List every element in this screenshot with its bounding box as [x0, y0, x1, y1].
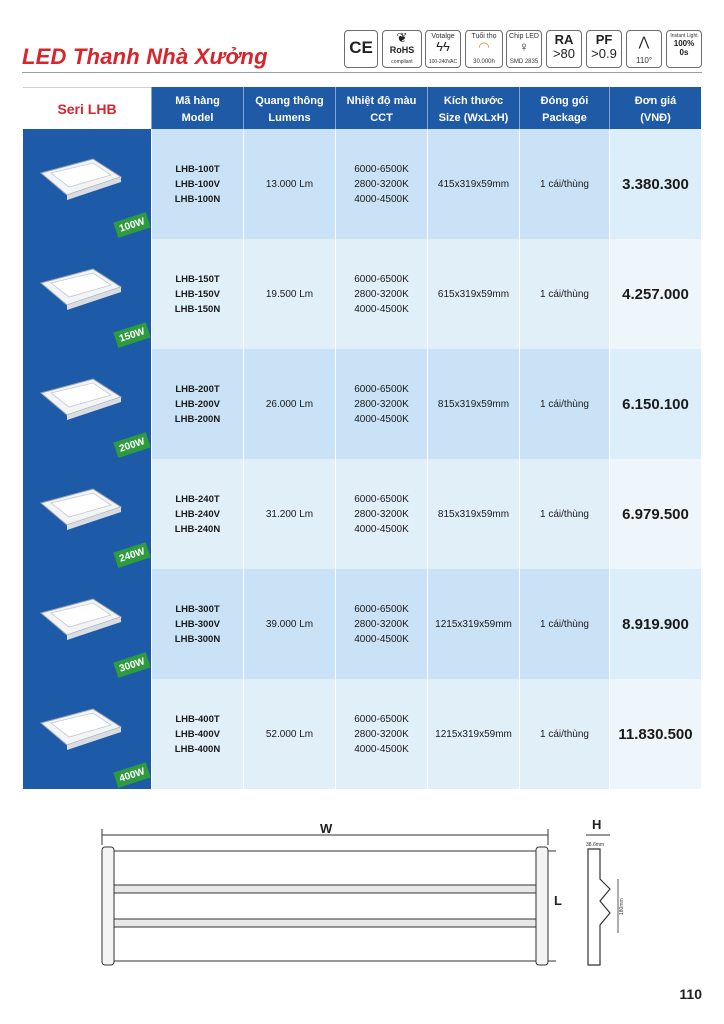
package-cell: 1 cái/thùng [519, 459, 609, 569]
cct-value: 2800-3200K [354, 508, 409, 520]
h-dim-label: 38.6mm [586, 842, 605, 848]
chip-badge [506, 30, 542, 68]
wattage-badge: 300W [113, 652, 150, 678]
header-line2: CCT [370, 112, 393, 124]
model-code: LHB-200N [174, 413, 221, 425]
title-divider [22, 72, 702, 73]
table-row [23, 679, 701, 789]
instant-value: 100% [673, 39, 695, 48]
pf-badge [586, 30, 622, 68]
header-model [151, 87, 243, 129]
header-line2: Model [181, 112, 214, 124]
ra-badge [546, 30, 582, 68]
product-image [23, 349, 151, 459]
price-cell: 4.257.000 [609, 239, 701, 349]
cct-value: 2800-3200K [354, 288, 409, 300]
model-code: LHB-240N [174, 523, 221, 535]
cct-value: 4000-4500K [354, 743, 409, 755]
pf-value: >0.9 [591, 46, 617, 61]
dimension-diagram [96, 815, 656, 975]
header-cct [335, 87, 427, 129]
header-lumens [243, 87, 335, 129]
table-row [23, 459, 701, 569]
beam-angle-badge [626, 30, 662, 68]
product-image [23, 459, 151, 569]
cct-value: 6000-6500K [354, 603, 409, 615]
cct-value: 2800-3200K [354, 618, 409, 630]
cct-value: 6000-6500K [354, 713, 409, 725]
rohs-badge [382, 30, 422, 68]
w-label: W [320, 821, 333, 836]
cct-cell [335, 679, 427, 789]
h-label: H [592, 817, 602, 832]
lamp-icon [37, 595, 123, 641]
rohs-label: RoHS [389, 45, 415, 55]
cct-cell [335, 569, 427, 679]
cct-value: 4000-4500K [354, 303, 409, 315]
cct-value: 2800-3200K [354, 398, 409, 410]
header-line2: (VNĐ) [640, 112, 671, 124]
price-table [23, 87, 701, 785]
model-code: LHB-100N [174, 193, 221, 205]
lamp-icon [37, 705, 123, 751]
table-row [23, 129, 701, 239]
model-code: LHB-100T [175, 163, 220, 175]
model-cell [151, 679, 243, 789]
size-cell: 815x319x59mm [427, 459, 519, 569]
header-line1: Đóng gói [540, 95, 589, 107]
table-row [23, 239, 701, 349]
model-code: LHB-400T [175, 713, 220, 725]
model-code: LHB-300T [175, 603, 220, 615]
instant-top: Instant Light [670, 33, 698, 39]
cct-value: 4000-4500K [354, 193, 409, 205]
price-cell: 6.150.100 [609, 349, 701, 459]
cct-value: 6000-6500K [354, 383, 409, 395]
lumens-cell: 26.000 Lm [243, 349, 335, 459]
model-code: LHB-200T [175, 383, 220, 395]
page-number: 110 [679, 986, 702, 1002]
model-code: LHB-150T [175, 273, 220, 285]
lamp-icon [37, 265, 123, 311]
ra-label: RA [554, 32, 574, 47]
bulb-icon: ♀ [519, 39, 529, 54]
lamp-icon [37, 485, 123, 531]
leaf-icon: ❦ [396, 30, 408, 45]
voltage-top: Votalge [431, 33, 455, 40]
ce-badge [344, 30, 378, 68]
chip-top: Chip LED [509, 33, 539, 40]
header-line2: Package [542, 112, 587, 124]
header-line1: Nhiệt độ màu [346, 95, 417, 107]
wattage-badge: 200W [113, 432, 150, 458]
lamp-icon [37, 375, 123, 421]
cct-cell [335, 349, 427, 459]
wattage-badge: 150W [113, 322, 150, 348]
cct-value: 6000-6500K [354, 163, 409, 175]
header-line1: Mã hàng [175, 95, 220, 107]
cct-value: 2800-3200K [354, 178, 409, 190]
size-cell: 1215x319x59mm [427, 569, 519, 679]
cct-value: 2800-3200K [354, 728, 409, 740]
table-row [23, 569, 701, 679]
wattage-badge: 240W [113, 542, 150, 568]
cct-value: 4000-4500K [354, 413, 409, 425]
price-cell: 3.380.300 [609, 129, 701, 239]
ce-label: CE [349, 38, 373, 57]
model-cell [151, 459, 243, 569]
size-cell: 415x319x59mm [427, 129, 519, 239]
wattage-badge: 400W [113, 762, 150, 788]
header-line2: Lumens [268, 112, 311, 124]
header-line1: Kích thước [443, 95, 504, 107]
header-line1: Đơn giá [634, 95, 677, 107]
voltage-badge [425, 30, 461, 68]
model-code: LHB-240V [175, 508, 220, 520]
header-line1: Quang thông [255, 95, 324, 107]
cct-value: 6000-6500K [354, 273, 409, 285]
model-code: LHB-400N [174, 743, 221, 755]
table-row [23, 349, 701, 459]
lumens-cell: 19.500 Lm [243, 239, 335, 349]
product-image [23, 239, 151, 349]
model-code: LHB-240T [175, 493, 220, 505]
lifespan-bottom: 30.000h [473, 59, 495, 65]
beam-value: 110° [636, 56, 652, 65]
pf-label: PF [595, 32, 613, 47]
header-line2: Size (WxLxH) [438, 112, 509, 124]
model-code: LHB-400V [175, 728, 220, 740]
instant-light-badge [666, 30, 702, 68]
product-image [23, 569, 151, 679]
cct-cell [335, 129, 427, 239]
instant-value2: 0s [679, 48, 689, 57]
chip-bottom: SMD 2835 [509, 59, 539, 65]
model-code: LHB-300N [174, 633, 221, 645]
cct-value: 4000-4500K [354, 523, 409, 535]
size-cell: 615x319x59mm [427, 239, 519, 349]
lumens-cell: 39.000 Lm [243, 569, 335, 679]
model-code: LHB-200V [175, 398, 220, 410]
model-code: LHB-100V [175, 178, 220, 190]
lumens-cell: 13.000 Lm [243, 129, 335, 239]
size-cell: 1215x319x59mm [427, 679, 519, 789]
wattage-badge: 100W [113, 212, 150, 238]
price-cell: 8.919.900 [609, 569, 701, 679]
cct-value: 6000-6500K [354, 493, 409, 505]
page-title: LED Thanh Nhà Xưởng [22, 44, 268, 69]
ra-value: >80 [552, 46, 576, 61]
model-code: LHB-300V [175, 618, 220, 630]
product-image [23, 679, 151, 789]
cct-cell [335, 459, 427, 569]
lumens-cell: 31.200 Lm [243, 459, 335, 569]
model-code: LHB-150V [175, 288, 220, 300]
beam-icon: ⋀ [638, 34, 650, 49]
cct-value: 4000-4500K [354, 633, 409, 645]
cct-cell [335, 239, 427, 349]
package-cell: 1 cái/thùng [519, 239, 609, 349]
model-cell [151, 239, 243, 349]
l-label: L [554, 893, 562, 908]
product-image [23, 129, 151, 239]
side-dim-label: 180mm [619, 898, 625, 915]
model-cell [151, 569, 243, 679]
header-price [609, 87, 701, 129]
rohs-sub: compliant [391, 59, 413, 65]
lightning-icon: ϟϟ [436, 39, 450, 54]
header-size [427, 87, 519, 129]
price-cell: 11.830.500 [609, 679, 701, 789]
package-cell: 1 cái/thùng [519, 129, 609, 239]
lumens-cell: 52.000 Lm [243, 679, 335, 789]
lamp-icon [37, 155, 123, 201]
lifespan-badge [465, 30, 503, 68]
lifespan-top: Tuổi thọ [471, 33, 497, 40]
table-header [23, 87, 701, 129]
package-cell: 1 cái/thùng [519, 349, 609, 459]
size-cell: 815x319x59mm [427, 349, 519, 459]
model-cell [151, 129, 243, 239]
gauge-icon: ◠ [478, 39, 490, 54]
price-cell: 6.979.500 [609, 459, 701, 569]
series-label: Seri LHB [23, 87, 151, 129]
model-code: LHB-150N [174, 303, 221, 315]
voltage-bottom: 100-240VAC [428, 59, 458, 65]
package-cell: 1 cái/thùng [519, 569, 609, 679]
header-package [519, 87, 609, 129]
package-cell: 1 cái/thùng [519, 679, 609, 789]
model-cell [151, 349, 243, 459]
